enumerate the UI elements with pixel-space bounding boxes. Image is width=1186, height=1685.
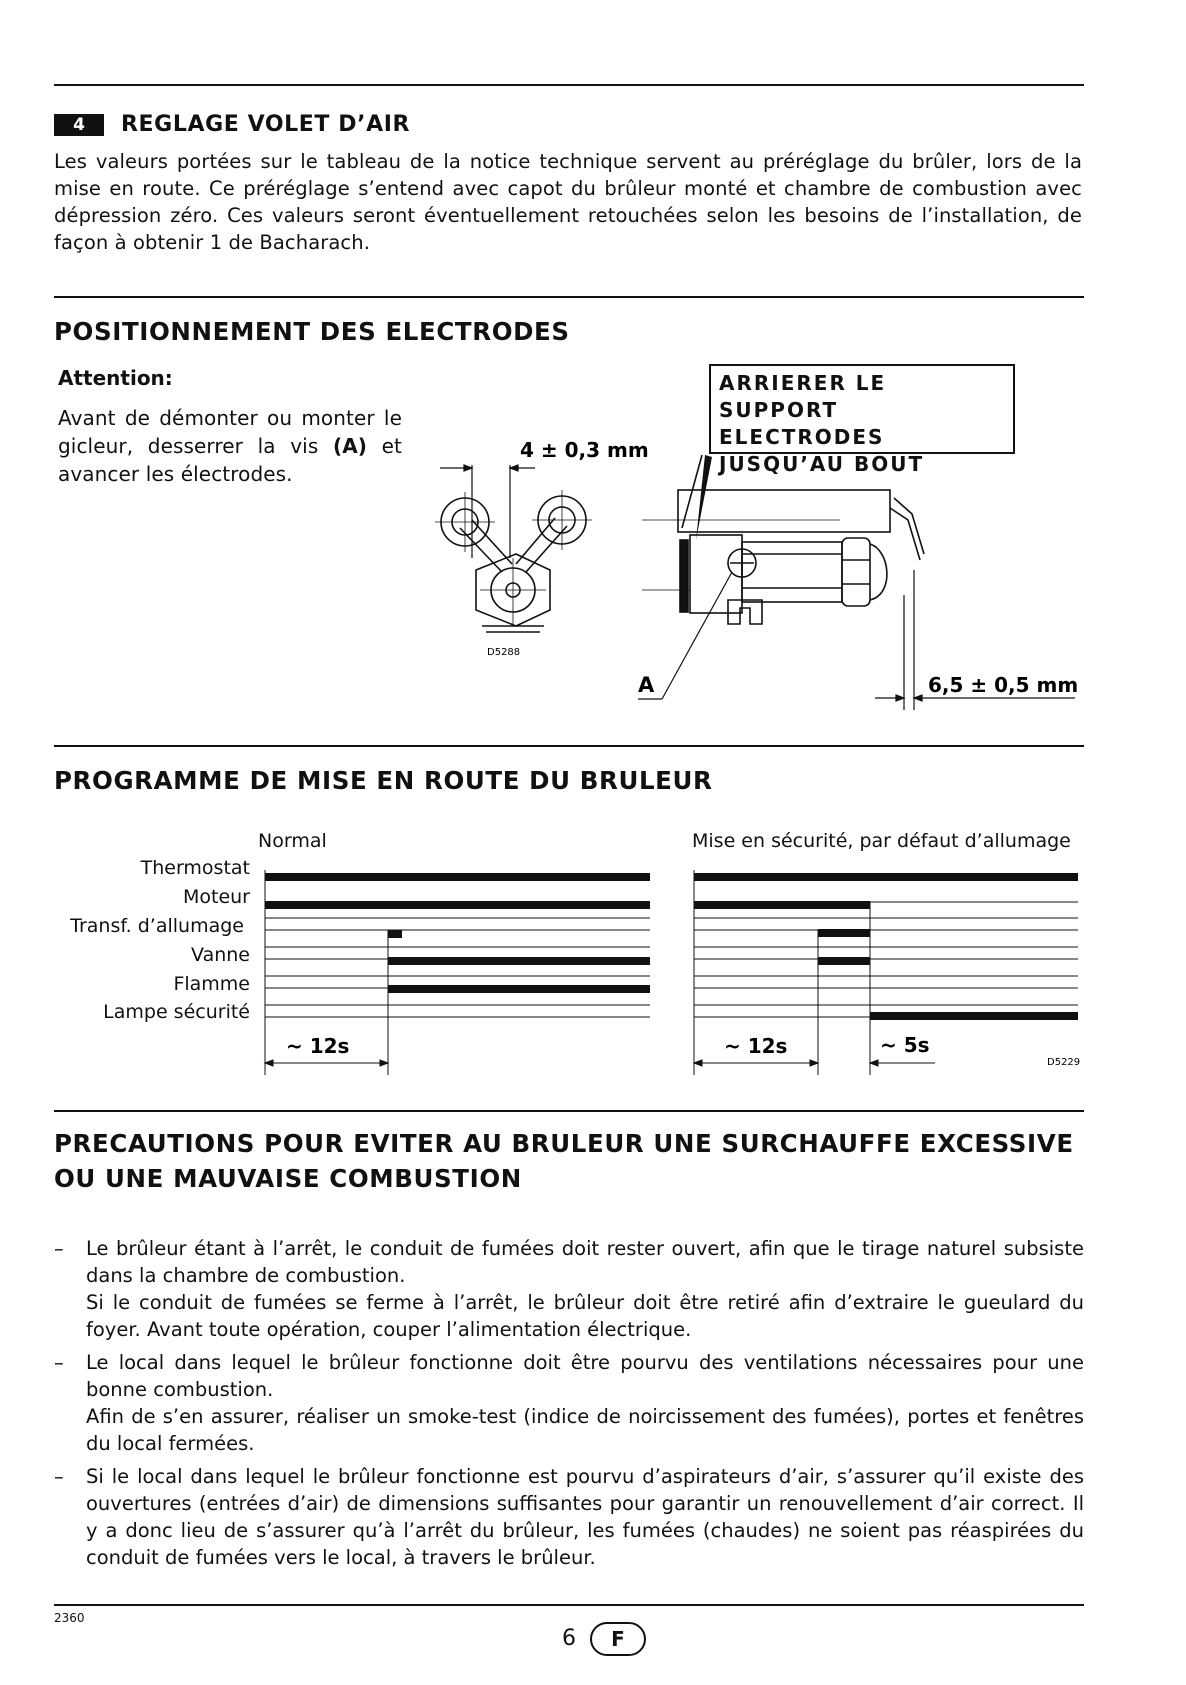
row-label-flamme: Flamme xyxy=(173,973,250,995)
list-item xyxy=(54,1235,1084,1343)
figure-ref-electrodes: D5288 xyxy=(487,647,521,658)
row-label-lampe: Lampe sécurité xyxy=(103,1001,250,1023)
screw-reference: (A) xyxy=(332,434,368,458)
list-item-text: Si le conduit de fumées se ferme à l’arrêt, le brûleur doit être retiré afin d’extraire le gueulard du foyer. Avant toute opération, couper l’alimentation électrique. xyxy=(86,1291,1084,1341)
normal-time-label: ~ 12s xyxy=(286,1034,350,1058)
precautions-title-line2: OU UNE MAUVAISE COMBUSTION xyxy=(54,1164,522,1193)
timeline-normal xyxy=(265,870,650,1075)
list-dash: – xyxy=(54,1351,64,1374)
row-label-thermostat: Thermostat xyxy=(140,857,250,879)
fault-time-label-1: ~ 12s xyxy=(724,1034,788,1058)
row-label-moteur: Moteur xyxy=(182,886,250,908)
timeline-fault xyxy=(694,870,1080,1075)
page-number: 6 xyxy=(562,1626,576,1651)
timeline-normal-label: Normal xyxy=(258,830,327,852)
language-badge xyxy=(590,1622,646,1656)
fault-time-label-2: ~ 5s xyxy=(880,1033,930,1057)
list-dash: – xyxy=(54,1465,64,1488)
row-label-vanne: Vanne xyxy=(191,944,250,966)
timeline-fault-label: Mise en sécurité, par défaut d’allumage xyxy=(692,830,1071,852)
screw-label: A xyxy=(638,673,655,697)
list-item-text: Afin de s’en assurer, réaliser un smoke-test (indice de noircissement des fumées), portes et fenêtres du local fermées. xyxy=(86,1405,1084,1455)
section-title-program: PROGRAMME DE MISE EN ROUTE DU BRULEUR xyxy=(54,766,713,795)
row-label-transformer: Transf. d’allumage xyxy=(70,915,244,937)
section-title-air: REGLAGE VOLET D’AIR xyxy=(121,112,411,137)
list-dash: – xyxy=(54,1237,64,1260)
electrode-side-view xyxy=(642,455,924,624)
precautions-list xyxy=(54,1235,1084,1577)
language-code: F xyxy=(611,1627,625,1651)
attention-text-part1: Avant de démonter ou monter le gicleur, desserrer la vis xyxy=(58,406,402,458)
doc-number: 2360 xyxy=(54,1611,85,1625)
section-air-text: Les valeurs portées sur le tableau de la notice technique servent au préréglage du brûler, lors de la mise en route. Ce préréglage s’entend avec capot du brûleur monté et chambre de combustion avec dépression zéro. Ces valeurs seront éventuellement retouchées selon les besoins de l’installation, de façon à obtenir 1 de Bacharach. xyxy=(54,150,1082,254)
list-item xyxy=(54,1349,1084,1457)
section-rule xyxy=(54,745,1084,747)
attention-text xyxy=(58,404,402,488)
list-item-text: Le local dans lequel le brûleur fonctionne doit être pourvu des ventilations nécessaires pour une bonne combustion. xyxy=(86,1351,1084,1401)
section-rule xyxy=(54,296,1084,298)
electrode-diagram xyxy=(420,440,1086,720)
top-rule xyxy=(54,84,1084,86)
precautions-title-line1: PRECAUTIONS POUR EVITER AU BRULEUR UNE SURCHAUFFE EXCESSIVE xyxy=(54,1129,1074,1158)
section-rule xyxy=(54,1110,1084,1112)
startup-timeline xyxy=(260,860,1090,1085)
dim-depth-label: 6,5 ± 0,5 mm xyxy=(928,673,1079,697)
attention-text-part2: et avancer les électrodes. xyxy=(58,434,402,486)
section-number-badge: 4 xyxy=(54,114,104,136)
electrode-front-view xyxy=(435,490,592,632)
callout-text: ARRIERER LE SUPPORT ELECTRODES JUSQU’AU BOUT xyxy=(719,371,925,476)
list-item-text: Si le local dans lequel le brûleur fonctionne est pourvu d’aspirateurs d’air, s’assurer qu’il existe des ouvertures (entrées d’air) de dimensions suffisantes pour garantir un renouvellement d’air correct. Il y a donc lieu de s’assurer qu’à l’arrêt du brûleur, les fumées (chaudes) ne soient pas réaspirées du conduit de fumées vers le local, à travers le brûleur. xyxy=(86,1465,1084,1569)
section-title-precautions xyxy=(54,1126,1094,1196)
list-item-text: Le brûleur étant à l’arrêt, le conduit de fumées doit rester ouvert, afin que le tirage naturel subsiste dans la chambre de combustion. xyxy=(86,1237,1084,1287)
figure-ref-timeline: D5229 xyxy=(1047,1057,1081,1068)
section-title-electrodes: POSITIONNEMENT DES ELECTRODES xyxy=(54,317,570,346)
dim-gap-label: 4 ± 0,3 mm xyxy=(520,440,649,462)
attention-label: Attention: xyxy=(58,366,173,390)
list-item xyxy=(54,1463,1084,1571)
footer-rule xyxy=(54,1604,1084,1606)
